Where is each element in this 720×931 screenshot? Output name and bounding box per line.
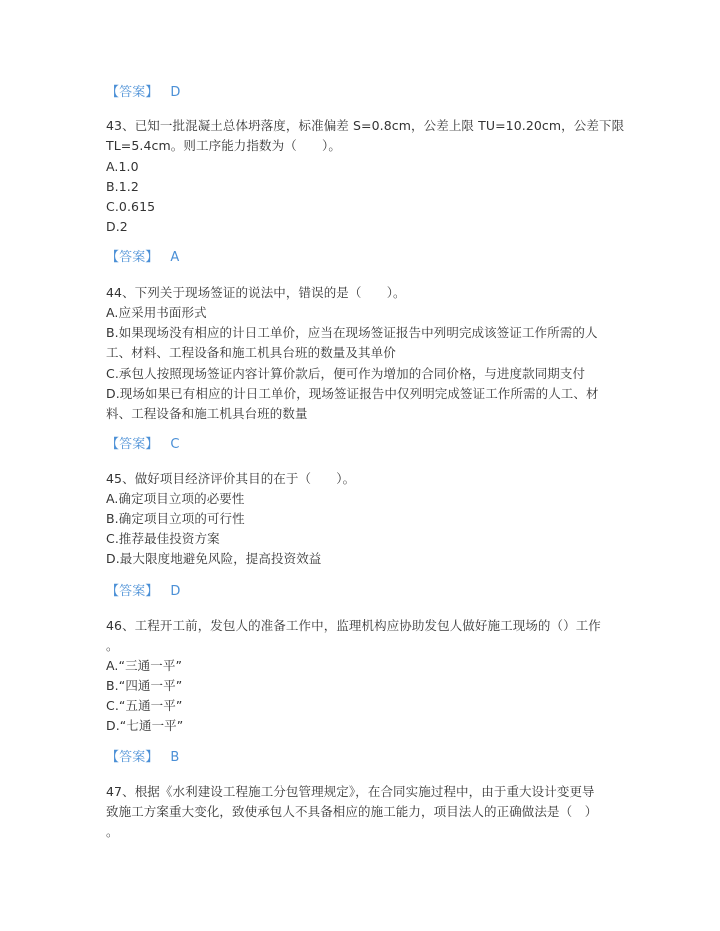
option-text: D.2: [106, 219, 128, 234]
question-text: TL=5.4cm。则工序能力指数为（ ）。: [106, 138, 341, 153]
option-text: A.1.0: [106, 159, 139, 174]
question-text: 。: [106, 638, 119, 653]
option-text: A.“三通一平”: [106, 658, 183, 673]
question-text: 44、下列关于现场签证的说法中，错误的是（ ）。: [106, 285, 406, 300]
answer-label: 【答案】: [106, 437, 159, 452]
question-text: 。: [106, 824, 119, 839]
option-text: 料、工程设备和施工机具台班的数量: [106, 406, 308, 421]
answer-line: [106, 85, 181, 101]
question-text: 43、已知一批混凝土总体坍落度，标准偏差 S=0.8cm，公差上限 TU=10.20cm，公差下限: [106, 118, 625, 133]
option-text: D.“七通一平”: [106, 718, 184, 733]
answer-value: D: [170, 584, 181, 599]
option-text: D.现场如果已有相应的计日工单价，现场签证报告中仅列明完成签证工作所需的人工、材: [106, 386, 599, 401]
option-text: B.1.2: [106, 179, 139, 194]
answer-label: 【答案】: [106, 250, 159, 265]
question-text: 45、做好项目经济评价其目的在于（ ）。: [106, 471, 356, 486]
option-text: A.应采用书面形式: [106, 305, 207, 320]
answer-line: [106, 750, 179, 766]
answer-label: 【答案】: [106, 750, 159, 765]
question-text: 46、工程开工前，发包人的准备工作中，监理机构应协助发包人做好施工现场的（）工作: [106, 618, 601, 633]
answer-line: [106, 584, 181, 600]
answer-line: [106, 250, 179, 266]
answer-label: 【答案】: [106, 85, 159, 100]
answer-value: A: [170, 250, 180, 265]
option-text: B.如果现场没有相应的计日工单价，应当在现场签证报告中列明完成该签证工作所需的人: [106, 325, 598, 340]
option-text: C.承包人按照现场签证内容计算价款后，便可作为增加的合同价格，与进度款同期支付: [106, 366, 586, 381]
answer-label: 【答案】: [106, 584, 159, 599]
option-text: C.“五通一平”: [106, 698, 183, 713]
option-text: C.推荐最佳投资方案: [106, 531, 220, 546]
option-text: B.“四通一平”: [106, 678, 183, 693]
option-text: B.确定项目立项的可行性: [106, 511, 245, 526]
question-text: 47、根据《水利建设工程施工分包管理规定》，在合同实施过程中，由于重大设计变更导: [106, 784, 595, 799]
question-text: 致施工方案重大变化，致使承包人不具备相应的施工能力，项目法人的正确做法是（ ）: [106, 804, 598, 819]
option-text: A.确定项目立项的必要性: [106, 491, 245, 506]
answer-value: C: [170, 437, 180, 452]
answer-value: B: [170, 750, 180, 765]
answer-value: D: [170, 85, 181, 100]
option-text: D.最大限度地避免风险，提高投资效益: [106, 551, 322, 566]
option-text: C.0.615: [106, 199, 156, 214]
answer-line: [106, 437, 180, 453]
option-text: 工、材料、工程设备和施工机具台班的数量及其单价: [106, 345, 396, 360]
